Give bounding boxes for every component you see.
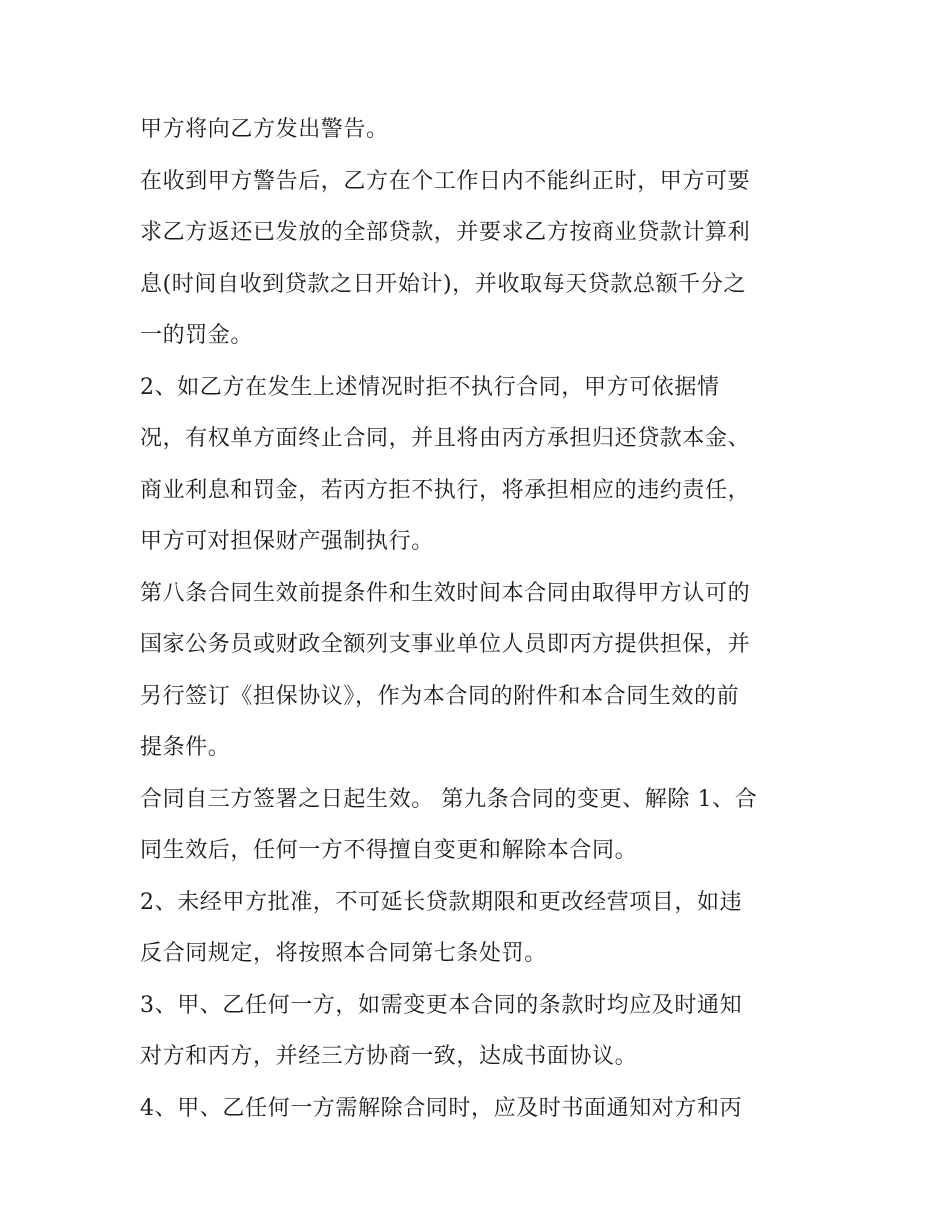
- text-line: 2、如乙方在发生上述情况时拒不执行合同，甲方可依据情: [140, 374, 720, 400]
- text-line: 提条件。: [140, 735, 231, 760]
- text-line: 反合同规定，将按照本合同第七条处罚。: [140, 941, 547, 966]
- text-line: 第八条合同生效前提条件和生效时间本合同由取得甲方认可的: [140, 580, 751, 606]
- text-line: 在收到甲方警告后，乙方在个工作日内不能纠正时，甲方可要: [140, 168, 751, 194]
- text-line: 对方和丙方，并经三方协商一致，达成书面协议。: [140, 1044, 638, 1069]
- text-line: 合同自三方签署之日起生效。 第九条合同的变更、解除 1、合: [140, 786, 758, 812]
- text-line: 求乙方返还已发放的全部贷款，并要求乙方按商业贷款计算利: [140, 220, 751, 245]
- text-line: 甲方将向乙方发出警告。: [140, 117, 389, 142]
- text-line: 4、甲、乙任何一方需解除合同时，应及时书面通知对方和丙: [140, 1095, 743, 1121]
- document-body: [140, 104, 820, 1134]
- text-line: 甲方可对担保财产强制执行。: [140, 529, 434, 554]
- text-line: 一的罚金。: [140, 323, 254, 348]
- text-line: 2、未经甲方批准，不可延长贷款期限和更改经营项目，如违: [140, 889, 743, 915]
- text-line: 商业利息和罚金，若丙方拒不执行，将承担相应的违约责任，: [140, 477, 751, 503]
- text-line: 同生效后，任何一方不得擅自变更和解除本合同。: [140, 838, 638, 863]
- text-line: 息(时间自收到贷款之日开始计)，并收取每天贷款总额千分之: [140, 271, 746, 297]
- text-line: 况，有权单方面终止合同，并且将由丙方承担归还贷款本金、: [140, 426, 751, 451]
- text-line: 国家公务员或财政全额列支事业单位人员即丙方提供担保，并: [140, 632, 751, 657]
- text-line: 另行签订《担保协议》，作为本合同的附件和本合同生效的前: [140, 683, 740, 709]
- text-line: 3、甲、乙任何一方，如需变更本合同的条款时均应及时通知: [140, 992, 743, 1018]
